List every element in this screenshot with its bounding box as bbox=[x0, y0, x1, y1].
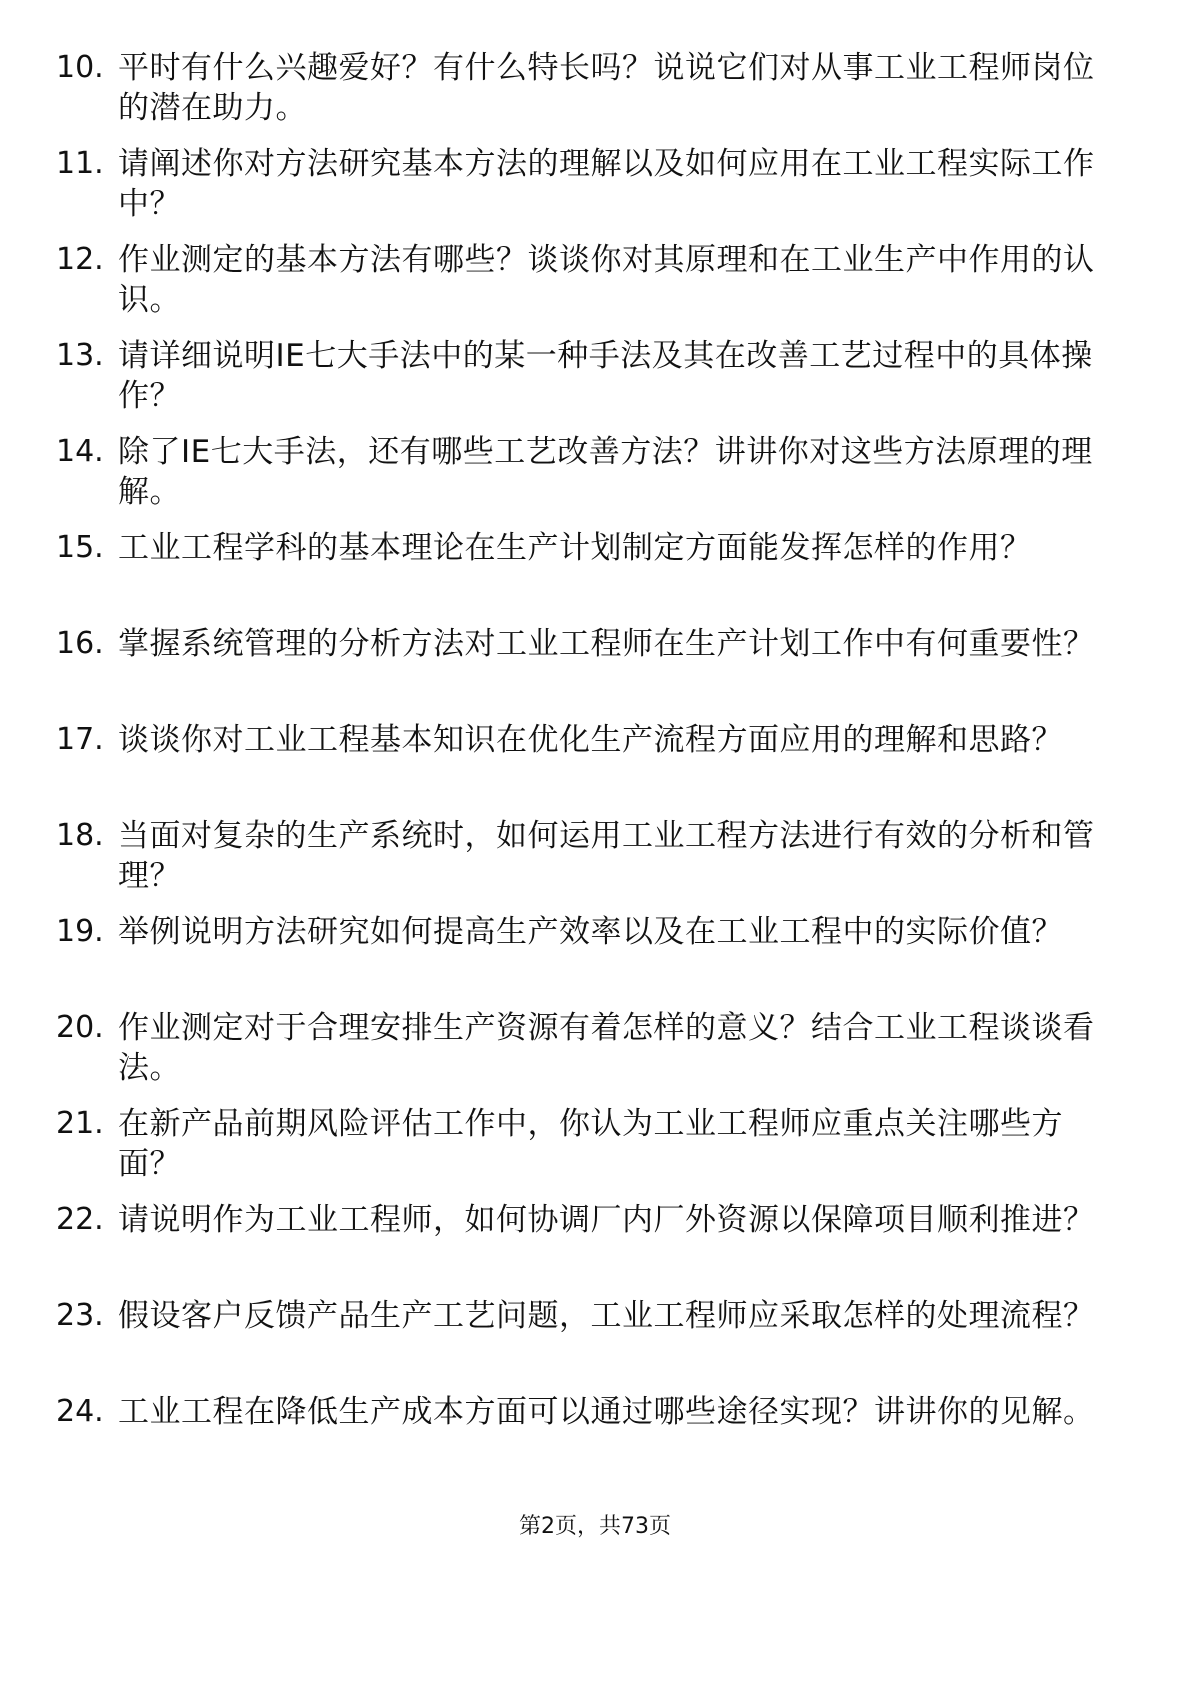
question-item bbox=[56, 1296, 1116, 1392]
question-number: 15. bbox=[56, 530, 104, 565]
question-text: 假设客户反馈产品生产工艺问题，工业工程师应采取怎样的处理流程？ bbox=[118, 1298, 1095, 1334]
question-item bbox=[56, 1008, 1116, 1104]
question-item bbox=[56, 816, 1116, 912]
question-number: 11. bbox=[56, 146, 104, 181]
question-text: 掌握系统管理的分析方法对工业工程师在生产计划工作中有何重要性？ bbox=[118, 626, 1095, 662]
question-item bbox=[56, 1200, 1116, 1296]
question-item bbox=[56, 1392, 1116, 1488]
question-text: 举例说明方法研究如何提高生产效率以及在工业工程中的实际价值？ bbox=[118, 914, 1063, 950]
question-text: 作业测定的基本方法有哪些？谈谈你对其原理和在工业生产中作用的认识。 bbox=[118, 242, 1095, 318]
question-item bbox=[56, 912, 1116, 1008]
question-number: 17. bbox=[56, 722, 104, 757]
question-text: 请阐述你对方法研究基本方法的理解以及如何应用在工业工程实际工作中？ bbox=[118, 146, 1095, 222]
question-text: 在新产品前期风险评估工作中，你认为工业工程师应重点关注哪些方面？ bbox=[118, 1106, 1063, 1182]
question-number: 21. bbox=[56, 1106, 104, 1141]
question-text: 请说明作为工业工程师，如何协调厂内厂外资源以保障项目顺利推进？ bbox=[118, 1202, 1095, 1238]
question-number: 12. bbox=[56, 242, 104, 277]
question-item bbox=[56, 240, 1116, 336]
page-footer bbox=[0, 1512, 1190, 1542]
page-number-label: 第2页，共73页 bbox=[519, 1514, 671, 1539]
question-text: 请详细说明IE七大手法中的某一种手法及其在改善工艺过程中的具体操作？ bbox=[118, 338, 1093, 414]
question-item bbox=[56, 1104, 1116, 1200]
question-number: 23. bbox=[56, 1298, 104, 1333]
question-item bbox=[56, 48, 1116, 144]
question-item bbox=[56, 624, 1116, 720]
question-text: 工业工程学科的基本理论在生产计划制定方面能发挥怎样的作用？ bbox=[118, 530, 1032, 566]
question-text: 当面对复杂的生产系统时，如何运用工业工程方法进行有效的分析和管理？ bbox=[118, 818, 1095, 894]
question-number: 16. bbox=[56, 626, 104, 661]
question-list bbox=[56, 48, 1116, 1488]
question-item bbox=[56, 336, 1116, 432]
question-text: 除了IE七大手法，还有哪些工艺改善方法？讲讲你对这些方法原理的理解。 bbox=[118, 434, 1093, 510]
question-item bbox=[56, 720, 1116, 816]
question-text: 谈谈你对工业工程基本知识在优化生产流程方面应用的理解和思路？ bbox=[118, 722, 1063, 758]
question-number: 24. bbox=[56, 1394, 104, 1429]
question-number: 13. bbox=[56, 338, 104, 373]
question-number: 10. bbox=[56, 50, 104, 85]
question-number: 14. bbox=[56, 434, 104, 469]
question-number: 18. bbox=[56, 818, 104, 853]
question-item bbox=[56, 528, 1116, 624]
question-text: 平时有什么兴趣爱好？有什么特长吗？说说它们对从事工业工程师岗位的潜在助力。 bbox=[118, 50, 1095, 126]
question-item bbox=[56, 432, 1116, 528]
question-number: 22. bbox=[56, 1202, 104, 1237]
question-number: 20. bbox=[56, 1010, 104, 1045]
question-text: 作业测定对于合理安排生产资源有着怎样的意义？结合工业工程谈谈看法。 bbox=[118, 1010, 1095, 1086]
question-item bbox=[56, 144, 1116, 240]
question-number: 19. bbox=[56, 914, 104, 949]
question-text: 工业工程在降低生产成本方面可以通过哪些途径实现？讲讲你的见解。 bbox=[118, 1394, 1095, 1430]
